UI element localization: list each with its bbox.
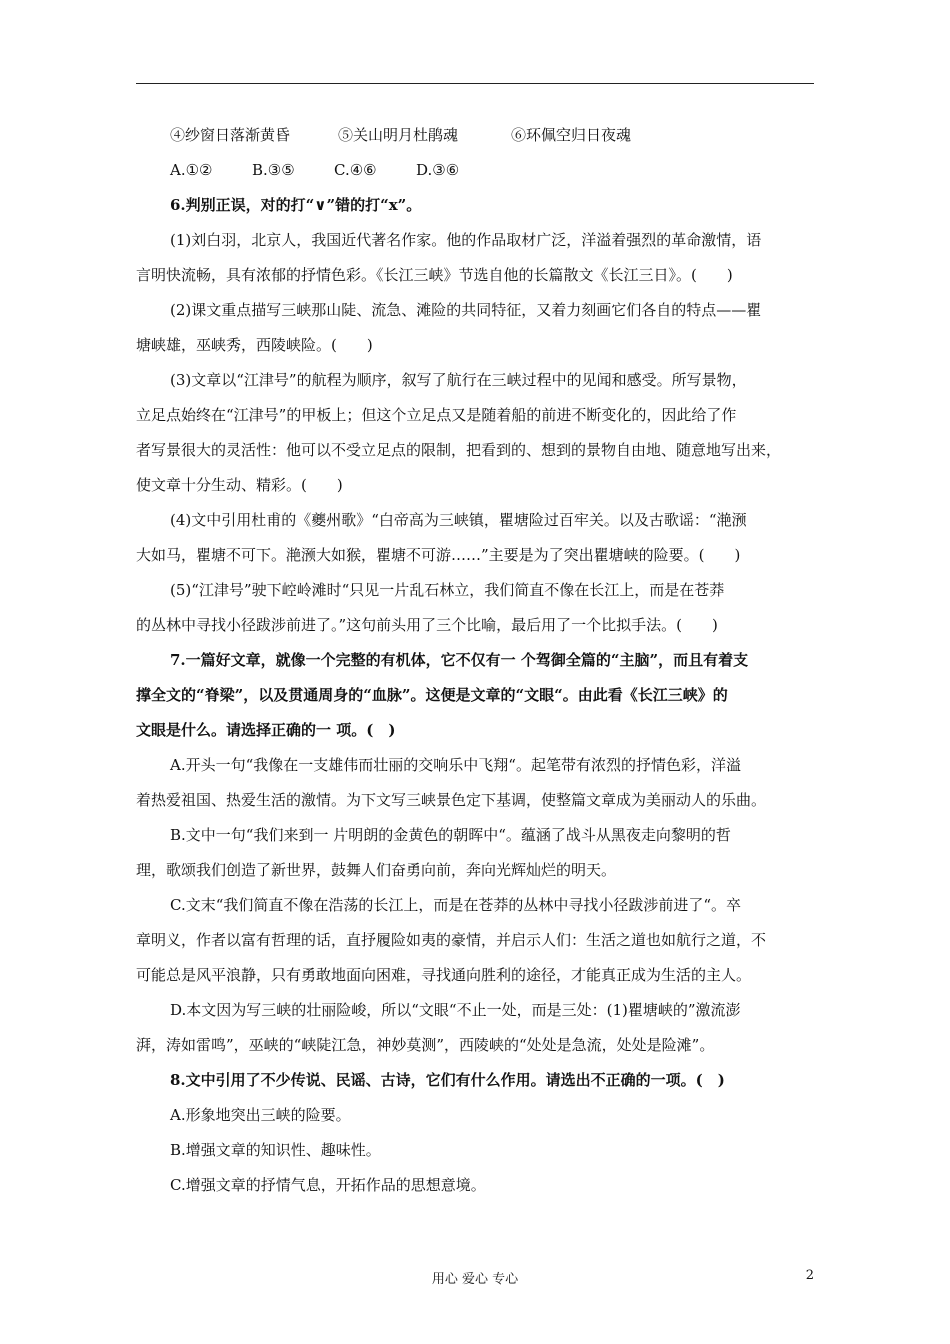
- q6-line: 者写景很大的灵活性：他可以不受立足点的限制，把看到的、想到的景物自由地、随意地写出来，: [136, 441, 782, 459]
- q8-option: B.增强文章的知识性、趣味性。: [170, 1141, 381, 1159]
- q7-line: C.文末“我们简直不像在浩荡的长江上，而是在苍莽的丛林中寻找小径跋涉前进了“。卒: [170, 896, 742, 914]
- q7-line: 理，歌颂我们创造了新世界，鼓舞人们奋勇向前，奔向光辉灿烂的明天。: [136, 861, 617, 879]
- q6-line: (5)“江津号”驶下崆岭滩时“只见一片乱石林立，我们简直不像在长江上，而是在苍莽: [170, 581, 725, 599]
- q7-line: A.开头一句“我像在一支雄伟而壮丽的交响乐中飞翔“。起笔带有浓烈的抒情色彩，洋溢: [170, 756, 741, 774]
- q5-choices-line: [136, 153, 816, 188]
- footer-text: 用心 爱心 专心: [431, 1272, 519, 1287]
- q6-line: 使文章十分生动、精彩。( ): [136, 476, 343, 494]
- q5-option-4: ④纱窗日落渐黄昏: [170, 126, 291, 144]
- q5-choice-b: B.③⑤: [252, 161, 295, 179]
- q5-choice-a: A.①②: [170, 161, 213, 179]
- q6-title: 6.判别正误，对的打“∨”错的打“x”。: [170, 196, 422, 214]
- q5-option-6: ⑥环佩空归日夜魂: [511, 126, 632, 144]
- q5-options-line: [136, 118, 816, 153]
- q7-line: 章明义，作者以富有哲理的话，直抒履险如夷的豪情，并启示人们：生活之道也如航行之道，不: [136, 931, 767, 949]
- q6-line: 大如马，瞿塘不可下。滟滪大如猴，瞿塘不可游……”主要是为了突出瞿塘峡的险要。( ): [136, 546, 741, 564]
- q6-line: (1)刘白羽，北京人，我国近代著名作家。他的作品取材广泛，洋溢着强烈的革命激情，语: [170, 231, 762, 249]
- q6-line: (4)文中引用杜甫的《夔州歌》“白帝高为三峡镇，瞿塘险过百牢关。以及古歌谣：“滟滪: [170, 511, 747, 529]
- document-body: [136, 118, 816, 1203]
- q6-line: 立足点始终在“江津号”的甲板上；但这个立足点又是随着船的前进不断变化的，因此给了作: [136, 406, 737, 424]
- q8-title: 8.文中引用了不少传说、民谣、古诗，它们有什么作用。请选出不正确的一项。( ): [170, 1071, 725, 1089]
- q7-line: 可能总是风平浪静，只有勇敢地面向困难，寻找通向胜利的途径，才能真正成为生活的主人。: [136, 966, 752, 984]
- page-number: 2: [805, 1268, 814, 1283]
- q7-title: 文眼是什么。请选择正确的一 项。( ): [136, 721, 396, 739]
- q8-option: C.增强文章的抒情气息，开拓作品的思想意境。: [170, 1176, 486, 1194]
- q5-option-5: ⑤关山明月杜鹃魂: [338, 126, 459, 144]
- q8-option: A.形象地突出三峡的险要。: [170, 1106, 351, 1124]
- q5-choice-c: C.④⑥: [334, 161, 377, 179]
- q5-choice-d: D.③⑥: [416, 161, 460, 179]
- header-rule: [136, 83, 814, 84]
- q7-title: 撑全文的“脊梁”，以及贯通周身的“血脉”。这便是文章的“文眼“。由此看《长江三峡》的: [136, 686, 728, 704]
- q7-line: D.本文因为写三峡的壮丽险峻，所以“文眼“不止一处，而是三处：(1)瞿塘峡的”激流澎: [170, 1001, 741, 1019]
- q7-line: B.文中一句“我们来到一 片明朗的金黄色的朝晖中“。蕴涵了战斗从黑夜走向黎明的哲: [170, 826, 731, 844]
- q6-line: (2)课文重点描写三峡那山陡、流急、滩险的共同特征，又着力刻画它们各自的特点——瞿: [170, 301, 762, 319]
- q7-line: 着热爱祖国、热爱生活的激情。为下文写三峡景色定下基调，使整篇文章成为美丽动人的乐曲。: [136, 791, 767, 809]
- q7-title: 7.一篇好文章，就像一个完整的有机体，它不仅有一 个驾御全篇的“主脑”，而且有着支: [170, 651, 749, 669]
- q6-line: 的丛林中寻找小径跋涉前进了。”这句前头用了三个比喻，最后用了一个比拟手法。( ): [136, 616, 718, 634]
- q6-line: 言明快流畅，具有浓郁的抒情色彩。《长江三峡》节选自他的长篇散文《长江三日》。( ): [136, 266, 733, 284]
- q6-line: 塘峡雄，巫峡秀，西陵峡险。( ): [136, 336, 373, 354]
- q7-line: 湃，涛如雷鸣”，巫峡的“峡陡江急，神妙莫测”，西陵峡的“处处是急流，处处是险滩”。: [136, 1036, 715, 1054]
- q6-line: (3)文章以“江津号”的航程为顺序，叙写了航行在三峡过程中的见闻和感受。所写景物，: [170, 371, 747, 389]
